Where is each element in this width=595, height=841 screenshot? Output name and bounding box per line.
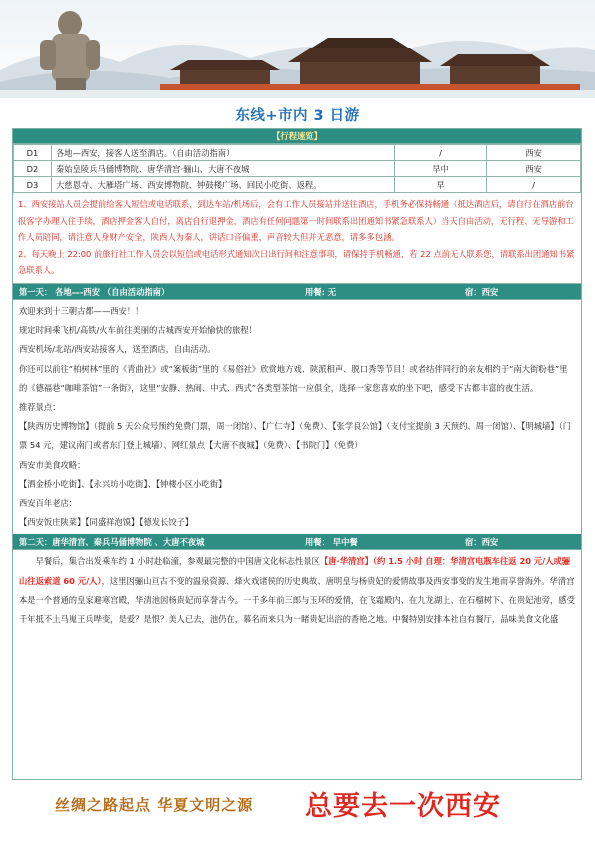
meal-cell: 早 xyxy=(395,177,487,193)
itinerary-overview-table xyxy=(13,144,581,193)
day1-header xyxy=(13,284,581,300)
day2-text-end: ，这里因骊山亘古不变的温泉资源、烽火戏诸侯的历史典故、唐明皇与杨贵妃的爱情故事及西安事变的发生地而享誉海外。华清宫本是一个普通的皇家避寒宫殿，华清池因杨贵妃而享誉古今。一千多年前三郎与玉环的爱情，在飞霜殿内、在九龙湖上、在石榴树下、在贵妃池旁，感受千年抵不上马嵬王兵哗变，是爱？是恨？美人已去，池仍在，慕名而来只为一睹贵妃出浴的香艳之地。中餐特别安排本社自有餐厅，品味美食文化盛 xyxy=(19,575,575,625)
day1-content xyxy=(13,300,581,534)
slogan-right: 总要去一次西安 xyxy=(305,791,501,822)
text-line: 你还可以前往“柏树林”里的《青曲社》或“案板街”里的《易俗社》欣赏地方戏、陕派相声、脱口秀等节目！或者结伴同行的亲友相约于“南大街粉巷”里的《德福巷“咖啡茶馆”一条街》，这里“安静、热闹、中式、西式”各类型茶馆一应俱全，选择一家您喜欢的坐下吧，感受下古都丰富的夜生活。 xyxy=(19,363,568,393)
xian-skyline-illustration xyxy=(0,0,595,98)
text-line: 西安机场/北站/西安站接客人，送至酒店，自由活动。 xyxy=(19,344,216,355)
day-cell: D2 xyxy=(14,161,52,177)
text-line: 【洒金桥小吃街】、【永兴坊小吃街】、【钟楼小区小吃街】 xyxy=(19,478,227,489)
route-cell: 秦始皇陵兵马俑博物院、唐华清宫·骊山、大唐不夜城 xyxy=(52,161,395,177)
text-line: 规定时间乘飞机/高铁/火车前往美丽的古城西安开始愉快的旅程！ xyxy=(19,325,257,336)
slogan-left: 丝绸之路起点 华夏文明之源 xyxy=(55,796,254,814)
table-row xyxy=(14,161,581,177)
day2-header xyxy=(13,534,581,550)
day2-meal: 用餐： 早中餐 xyxy=(305,537,358,548)
header-banner xyxy=(0,0,595,98)
text-line: 【西安饭庄陕菜】【同盛祥泡馍】【德发长饺子】 xyxy=(19,517,194,528)
slogan-footer xyxy=(0,782,595,832)
text-line: 西安百年老店： xyxy=(19,498,78,508)
day2-text-start: 早餐后，集合出发乘车约 1 小时赴临潼，参观最完整的中国唐文化标志性景区 xyxy=(35,556,320,567)
itinerary-document xyxy=(12,128,582,780)
page-title: 东线+市内 3 日游 xyxy=(235,108,360,124)
meal-cell: / xyxy=(395,145,487,161)
day-cell: D3 xyxy=(14,177,52,193)
notice-item: 2、每天晚上 22:00 前旅行社工作人员会以短信或电话形式通知次日出行间和注意事项，请保持手机畅通，若 22 点前无人联系您，请联系出团通知书紧急联系人。 xyxy=(18,248,575,276)
day2-content xyxy=(13,550,581,631)
notice-item: 1、西安接站人员会提前给客人短信或电话联系，到达车站/机场后，会有工作人员接站并送往酒店，手机务必保持畅通（抵达酒店后，请自行在酒店前台报客字办理入住手续，酒店押金客人自付，离店自行退押金，酒店有任何问题第一时间联系出团通知书紧急联系人）当天自由活动，无行程、无导游和工作人员陪同，请注意人身财产安全，陕西人为秦人，讲话口音偏重，声音较大但并无恶意，请多多包涵。 xyxy=(18,199,574,243)
day2-stay: 宿：西安 xyxy=(465,537,499,548)
day1-meal: 用餐: 无 xyxy=(305,286,337,297)
text-line: 西安市美食攻略： xyxy=(19,459,86,470)
day1-title: 第一天： 各地—-西安 （自由活动指南） xyxy=(19,286,170,297)
meal-cell: 早中 xyxy=(395,161,487,177)
stay-cell: 西安 xyxy=(487,145,581,161)
text-line: 推荐景点： xyxy=(19,401,61,412)
day1-stay: 宿：西安 xyxy=(465,286,499,297)
day-cell: D1 xyxy=(14,145,52,161)
overview-header: 【行程速览】 xyxy=(13,129,581,144)
text-line: 【陕西历史博物馆】（提前 5 天公众号预约免费门票，周一闭馆）、【广仁寺】（免费）、【张学良公馆】（支付宝提前 3 天预约、周一闭馆）、【明城墙】（门票 54 元，建议南门或者东门登上城墙）、网红景点【大唐不夜城】（免费）、【书院门】（免费） xyxy=(19,421,572,451)
text-line: 欢迎来到十三朝古都——西安！！ xyxy=(19,305,144,316)
day2-highlight: 【唐·华清宫】（约 1.5 小时 自理：华清宫电瓶车往返 20 元/人或骊山往返索道 60 元/人） xyxy=(19,556,571,586)
stay-cell: / xyxy=(487,177,581,193)
route-cell: 大慈恩寺、大雁塔广场、西安博物院、钟鼓楼广场、回民小吃街、返程。 xyxy=(52,177,395,193)
day2-title: 第二天：唐华清宫、秦兵马俑博物院 、大唐不夜城 xyxy=(19,537,205,548)
table-row xyxy=(14,145,581,161)
notice-block xyxy=(13,193,581,284)
stay-cell: 西安 xyxy=(487,161,581,177)
table-row xyxy=(14,177,581,193)
route-cell: 各地—西安，接客人送至酒店。（自由活动指南） xyxy=(52,145,395,161)
